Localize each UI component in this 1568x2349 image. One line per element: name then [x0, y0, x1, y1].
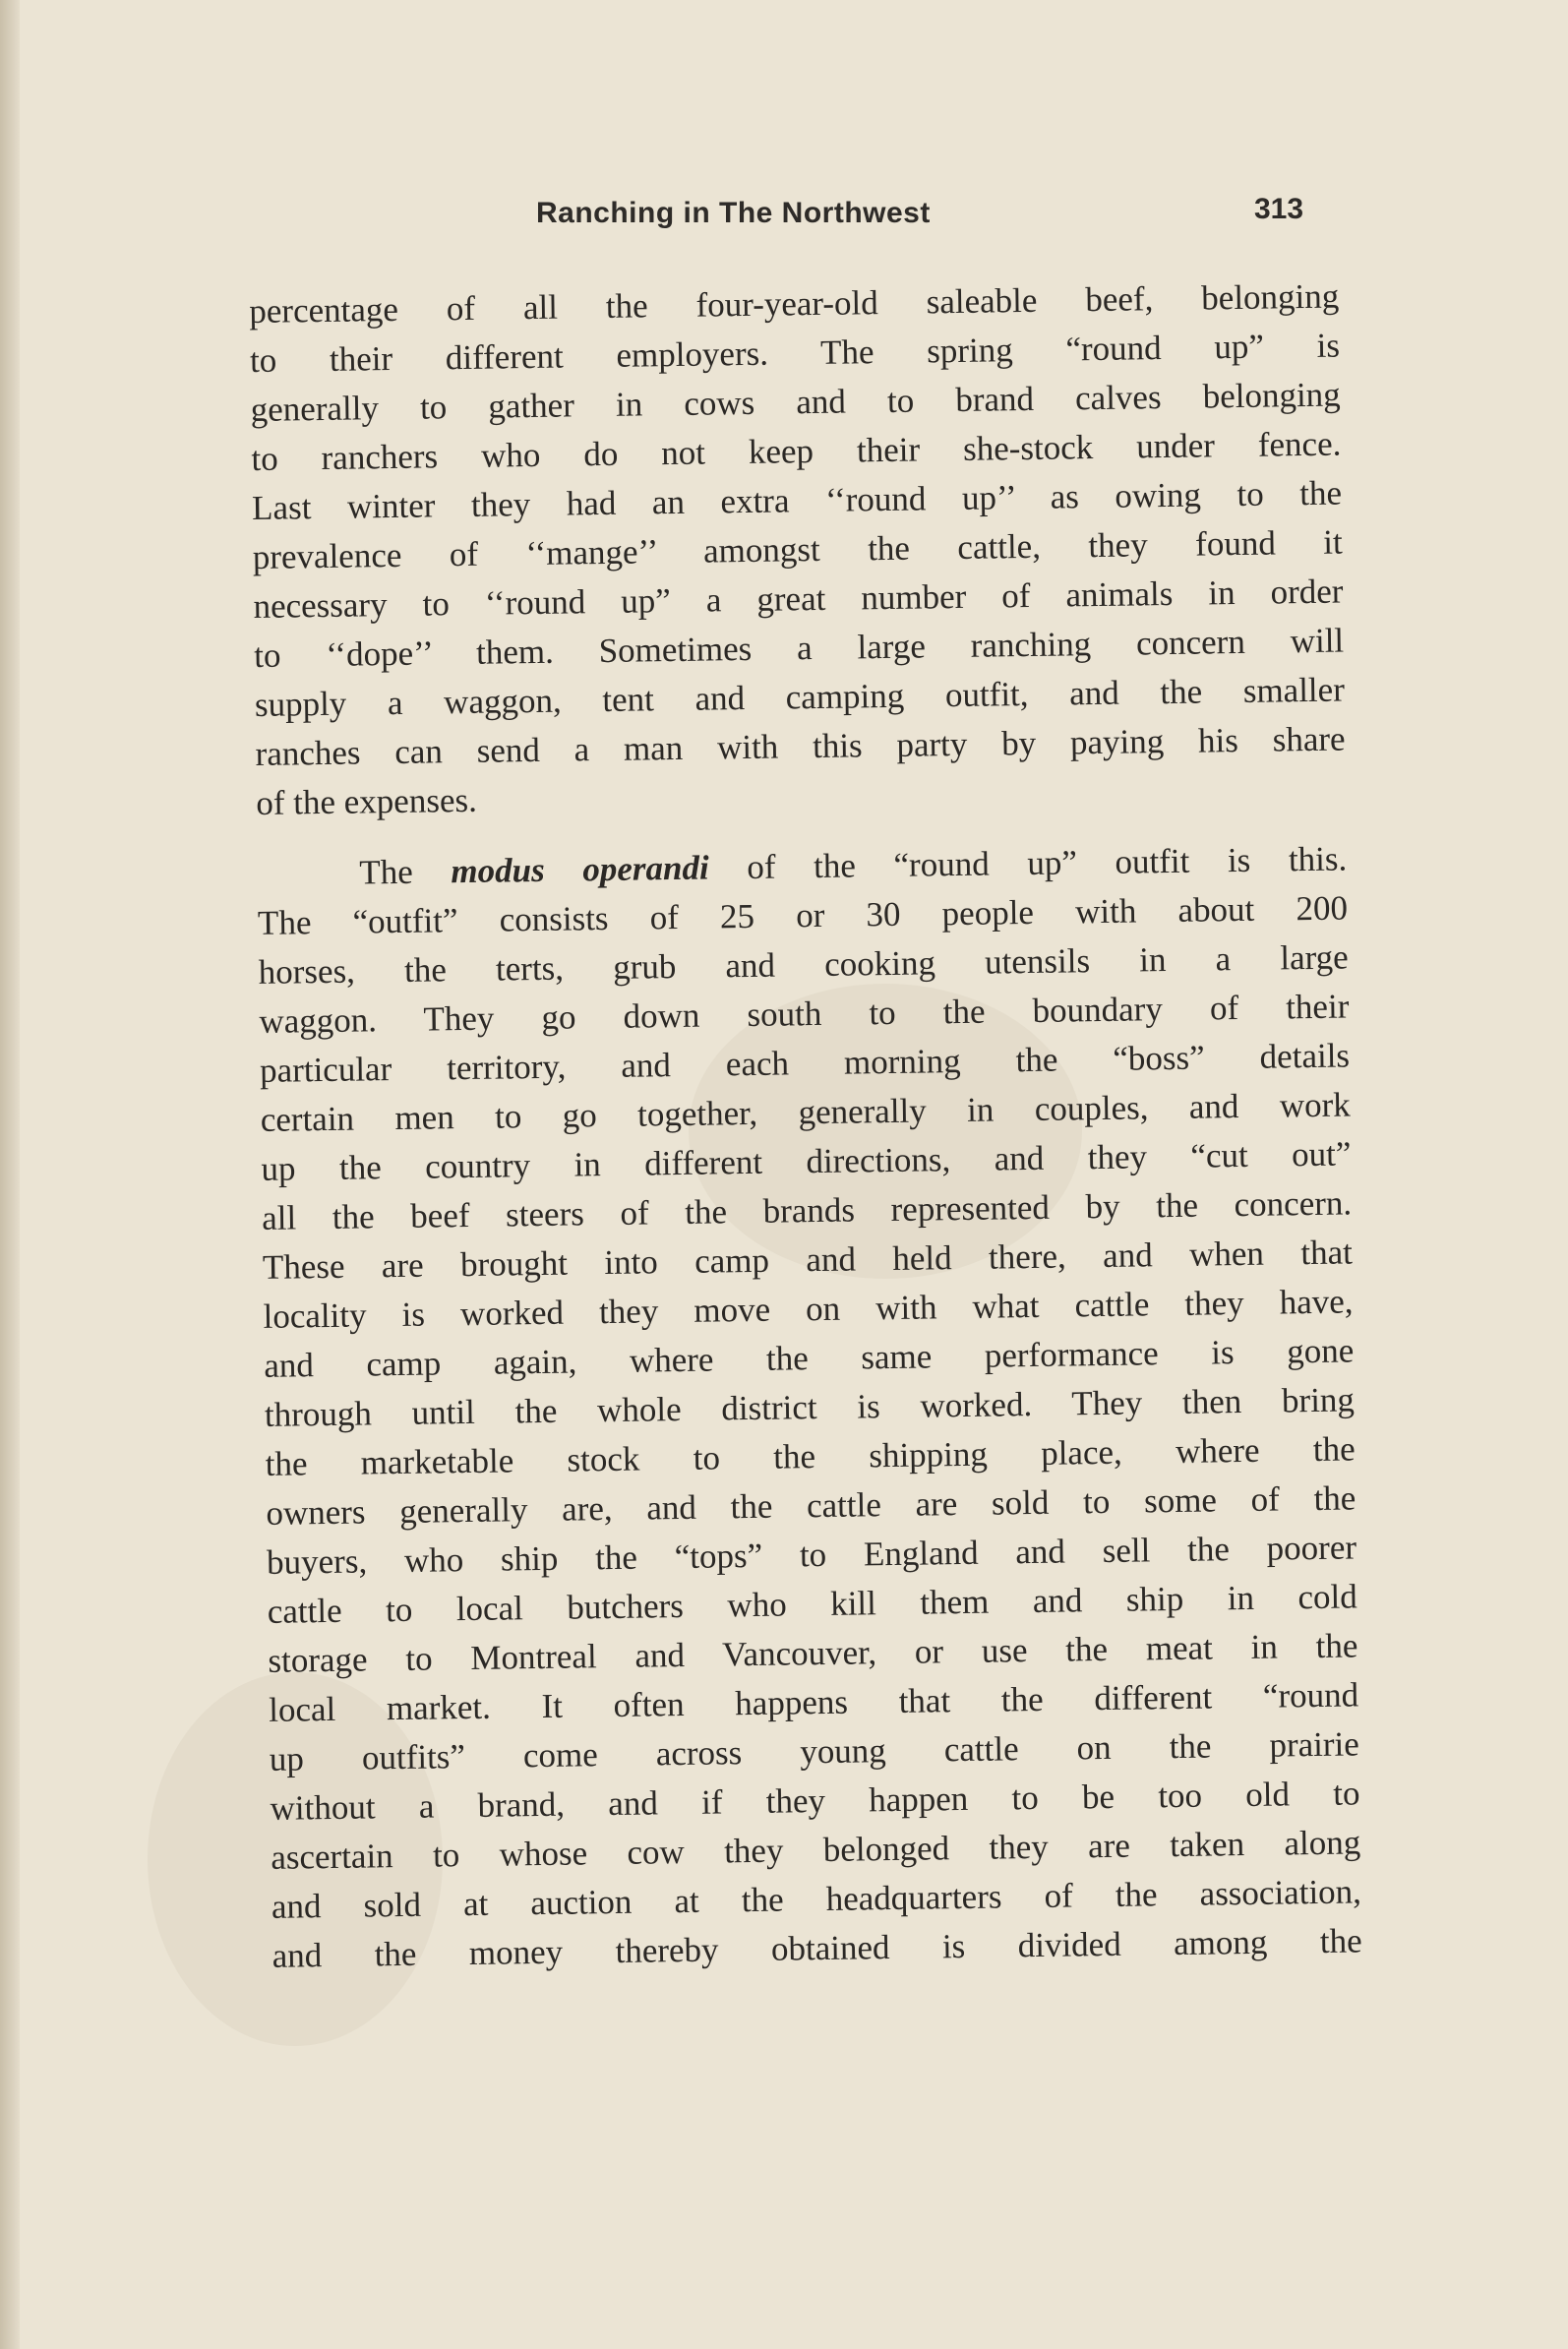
- text-line: and camp again, where the same performance is gone: [264, 1331, 1355, 1385]
- text-line: The “outfit” consists of 25 or 30 people with about 200: [257, 888, 1349, 942]
- text-line: ascertain to whose cow they belonged they are taken along: [271, 1823, 1361, 1877]
- text-line: the marketable stock to the shipping place, where the: [265, 1429, 1356, 1483]
- text-line: generally to gather in cows and to brand calves belonging: [250, 375, 1341, 429]
- text-line: of the expenses.: [256, 780, 478, 822]
- text-line: These are brought into camp and held there, and when that: [262, 1233, 1354, 1287]
- text-line: up the country in different directions, and they “cut out”: [261, 1134, 1352, 1188]
- text-line: storage to Montreal and Vancouver, or use the meat in the: [268, 1626, 1358, 1680]
- text-line: waggon. They go down south to the boundary of their: [259, 987, 1350, 1041]
- text-line: ranches can send a man with this party by paying his share: [255, 719, 1346, 773]
- text-line: through until the whole district is worked. They then bring: [264, 1380, 1356, 1434]
- text-line: cattle to local butchers who kill them and ship in cold: [267, 1577, 1357, 1631]
- page-binding-edge: [0, 0, 20, 2349]
- text-line: percentage of all the four-year-old saleable beef, belonging: [249, 276, 1340, 331]
- running-title: Ranching in The Northwest: [536, 197, 931, 229]
- text-line: all the beef steers of the brands represented by the concern.: [261, 1183, 1353, 1237]
- text-line: owners generally are, and the cattle are sold to some of the: [266, 1478, 1357, 1533]
- text-line: necessary to ‘‘round up” a great number of animals in order: [253, 572, 1344, 626]
- text-line: particular territory, and each morning the “boss” details: [259, 1036, 1351, 1090]
- paragraph: [249, 272, 1347, 828]
- body-text: [249, 272, 1362, 1981]
- text-span: The: [359, 852, 452, 892]
- text-line: locality is worked they move on with what cattle they have,: [263, 1282, 1354, 1336]
- running-head: [246, 191, 1318, 240]
- text-line: Last winter they had an extra ‘‘round up’’ as owing to the: [251, 473, 1343, 527]
- text-line: supply a waggon, tent and camping outfit, and the smaller: [254, 670, 1346, 724]
- text-span: of the “round up” outfit is this.: [708, 839, 1348, 887]
- latin-phrase: modus operandi: [451, 848, 709, 891]
- text-line: local market. It often happens that the different “round: [268, 1675, 1359, 1729]
- text-line: and the money thereby obtained is divided among the: [271, 1921, 1362, 1975]
- text-line: to their different employers. The spring “round up” is: [249, 326, 1341, 380]
- page-number: 313: [1254, 193, 1304, 225]
- paragraph: [257, 834, 1362, 1980]
- text-line: to ‘‘dope’’ them. Sometimes a large ranching concern will: [253, 621, 1345, 675]
- text-line: horses, the terts, grub and cooking utensils in a large: [258, 937, 1349, 992]
- text-line: certain men to go together, generally in couples, and work: [260, 1085, 1351, 1139]
- text-line: prevalence of ‘‘mange’’ amongst the cattle, they found it: [252, 522, 1343, 576]
- text-line: up outfits” come across young cattle on the prairie: [269, 1724, 1360, 1778]
- text-line: buyers, who ship the “tops” to England and sell the poorer: [266, 1528, 1357, 1582]
- text-line: to ranchers who do not keep their she-stock under fence.: [251, 424, 1342, 478]
- text-line: without a brand, and if they happen to be too old to: [270, 1774, 1360, 1828]
- text-line: and sold at auction at the headquarters of the association,: [271, 1872, 1362, 1926]
